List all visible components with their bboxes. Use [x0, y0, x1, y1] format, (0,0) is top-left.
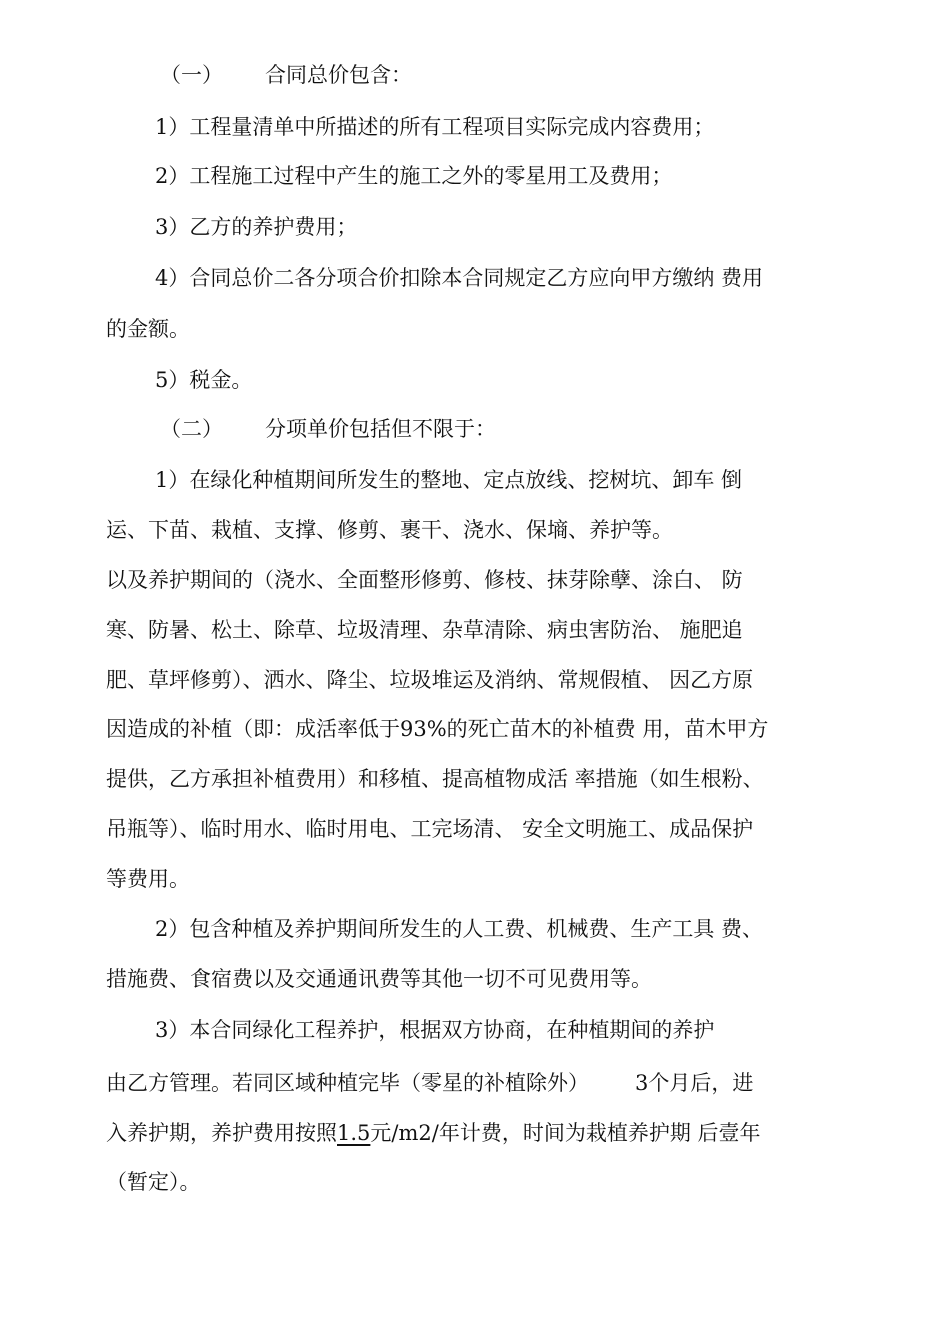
- clause-line: 4）合同总价二各分项合价扣除本合同规定乙方应向甲方缴纳 费用: [155, 266, 764, 290]
- clause-line: 2）包含种植及养护期间所发生的人工费、机械费、生产工具 费、: [155, 917, 764, 941]
- maintenance-fee-value: 1.5: [337, 1121, 371, 1145]
- section-title: 合同总价包含：: [265, 63, 412, 87]
- clause-line: 肥、草坪修剪）、洒水、降尘、垃圾堆运及消纳、常规假植、 因乙方原: [106, 668, 754, 692]
- clause-line: 运、下苗、栽植、支撑、修剪、裹干、浇水、保墒、养护等。: [106, 518, 673, 542]
- clause-line: 3）乙方的养护费用；: [155, 215, 358, 239]
- clause-text: 元/m2/年计费，时间为栽植养护期 后壹年: [370, 1121, 761, 1145]
- clause-text: 入养护期，养护费用按照: [106, 1121, 337, 1145]
- clause-line: 的金额。: [106, 317, 190, 341]
- section-title: 分项单价包括但不限于：: [265, 417, 496, 441]
- section-number: （二）: [160, 417, 223, 441]
- clause-line: [106, 1118, 761, 1148]
- section-number: （一）: [160, 63, 223, 87]
- clause-line: 措施费、食宿费以及交通通讯费等其他一切不可见费用等。: [106, 967, 652, 991]
- clause-line: [106, 1068, 753, 1098]
- clause-line: 吊瓶等）、临时用水、临时用电、工完场清、 安全文明施工、成品保护: [106, 817, 754, 841]
- clause-line: 2）工程施工过程中产生的施工之外的零星用工及费用；: [155, 164, 673, 188]
- clause-line: 提供，乙方承担补植费用）和移植、提高植物成活 率措施（如生根粉、: [106, 767, 764, 791]
- clause-line: 寒、防暑、松土、除草、垃圾清理、杂草清除、病虫害防治、 施肥追: [106, 618, 743, 642]
- clause-line: 以及养护期间的（浇水、全面整形修剪、修枝、抹芽除孽、涂白、 防: [106, 568, 743, 592]
- clause-line: （暂定）。: [106, 1170, 201, 1194]
- clause-text: 由乙方管理。若同区域种植完毕（零星的补植除外）: [106, 1071, 589, 1095]
- clause-text: 3个月后，进: [635, 1071, 754, 1095]
- section-1-heading: [160, 60, 412, 90]
- clause-line: 1）在绿化种植期间所发生的整地、定点放线、挖树坑、卸车 倒: [155, 468, 743, 492]
- clause-line: 5）税金。: [155, 368, 253, 392]
- clause-line: 等费用。: [106, 867, 190, 891]
- section-2-heading: [160, 414, 496, 444]
- clause-line: 1）工程量清单中所描述的所有工程项目实际完成内容费用；: [155, 115, 715, 139]
- clause-line: 3）本合同绿化工程养护，根据双方协商，在种植期间的养护: [155, 1018, 715, 1042]
- clause-line: 因造成的补植（即：成活率低于93%的死亡苗木的补植费 用，苗木甲方: [106, 717, 769, 741]
